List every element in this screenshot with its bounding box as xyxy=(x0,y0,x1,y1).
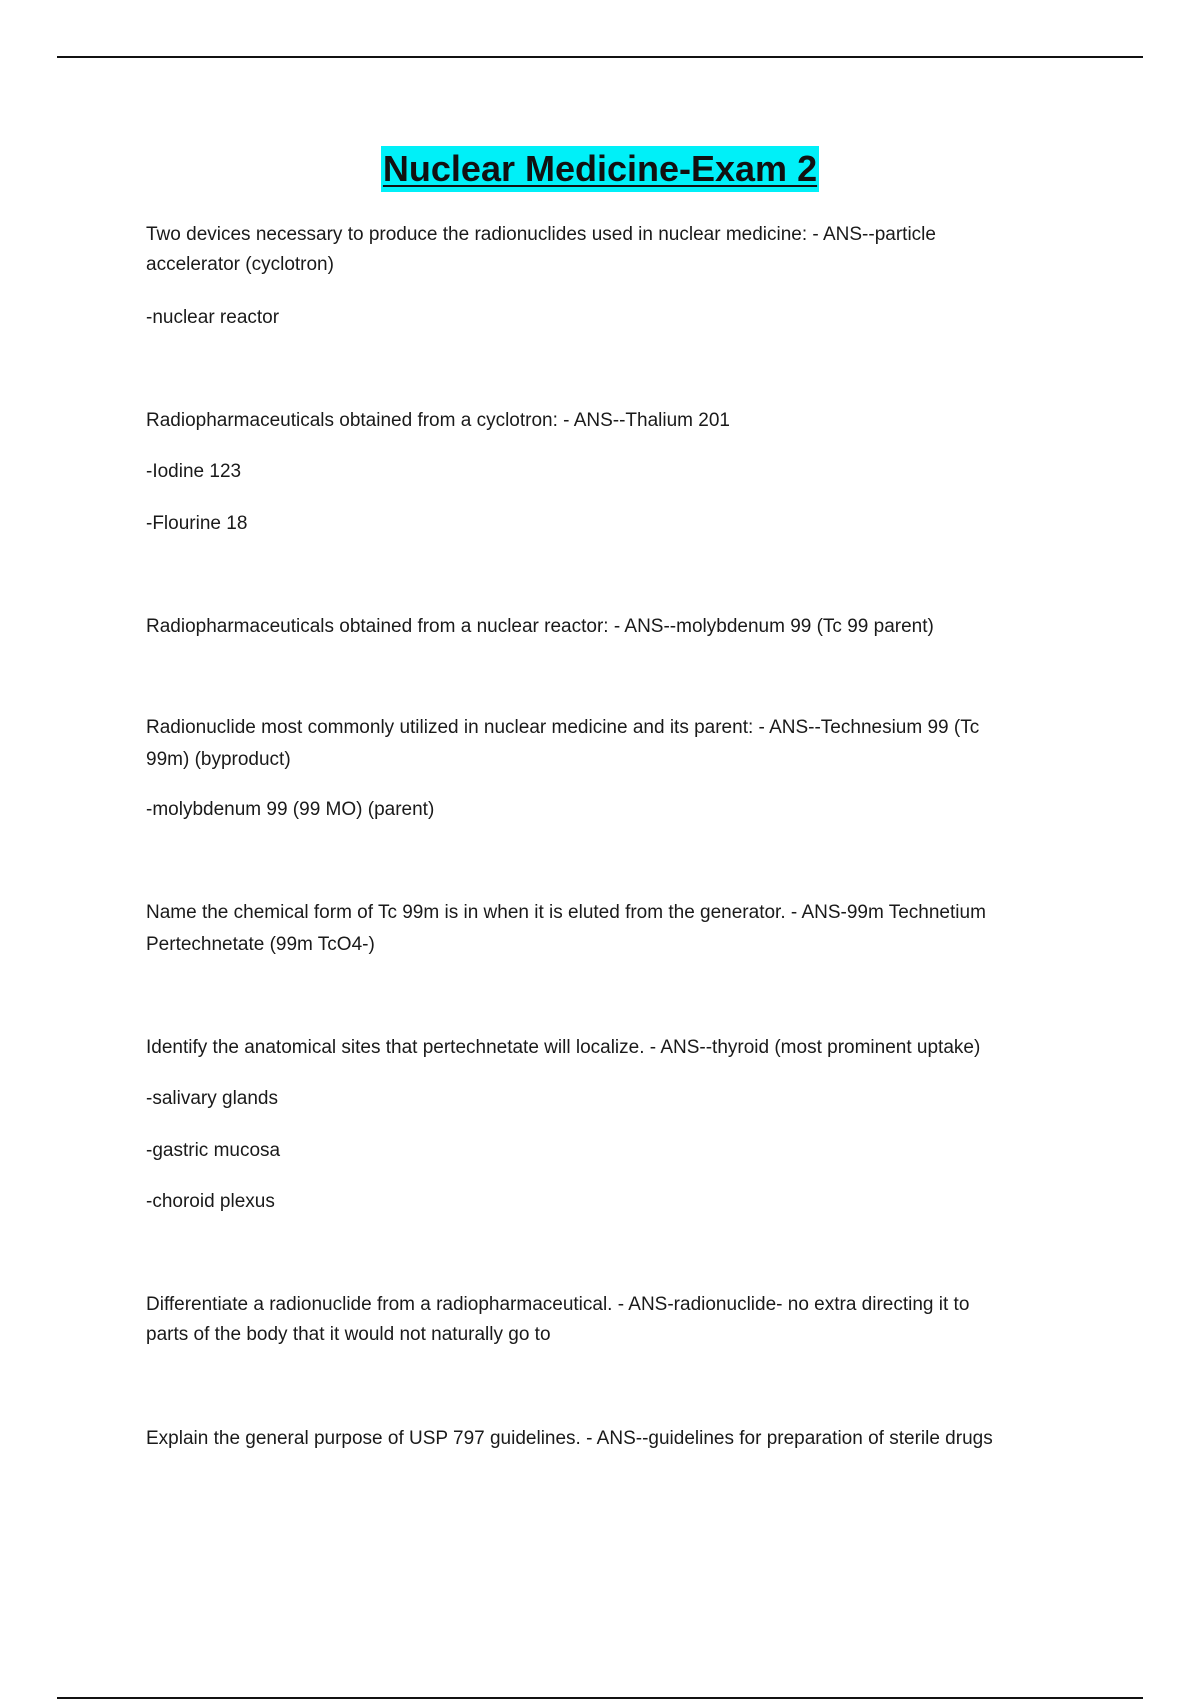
question-5-line-1: Name the chemical form of Tc 99m is in when it is eluted from the generator. - ANS-99m Technetium xyxy=(146,902,986,923)
question-8: Explain the general purpose of USP 797 guidelines. - ANS--guidelines for preparation of sterile drugs xyxy=(146,1428,993,1449)
answer-6-item-4: -choroid plexus xyxy=(146,1191,275,1212)
answer-2-item-2: -Iodine 123 xyxy=(146,461,242,482)
title-container xyxy=(0,146,1200,192)
question-6: Identify the anatomical sites that pertechnetate will localize. - ANS--thyroid (most prominent uptake) xyxy=(146,1037,981,1058)
answer-6-item-3: -gastric mucosa xyxy=(146,1140,281,1161)
question-4-line-2: 99m) (byproduct) xyxy=(146,749,291,770)
answer-4-item-2: -molybdenum 99 (99 MO) (parent) xyxy=(146,799,435,820)
question-1-line-1: Two devices necessary to produce the radionuclides used in nuclear medicine: - ANS--particle xyxy=(146,224,936,245)
question-3: Radiopharmaceuticals obtained from a nuclear reactor: - ANS--molybdenum 99 (Tc 99 parent) xyxy=(146,616,934,637)
question-4-line-1: Radionuclide most commonly utilized in nuclear medicine and its parent: - ANS--Technesium 99 (Tc xyxy=(146,717,980,738)
answer-6-item-2: -salivary glands xyxy=(146,1088,278,1109)
answer-2-item-3: -Flourine 18 xyxy=(146,513,248,534)
bottom-rule xyxy=(57,1697,1143,1699)
top-rule xyxy=(57,56,1143,58)
answer-1-item-2: -nuclear reactor xyxy=(146,307,280,328)
question-7-line-2: parts of the body that it would not naturally go to xyxy=(146,1324,551,1345)
question-1-line-2: accelerator (cyclotron) xyxy=(146,254,334,275)
page-title: Nuclear Medicine-Exam 2 xyxy=(381,146,819,192)
question-7-line-1: Differentiate a radionuclide from a radiopharmaceutical. - ANS-radionuclide- no extra directing it to xyxy=(146,1294,970,1315)
question-5-line-2: Pertechnetate (99m TcO4-) xyxy=(146,934,375,955)
question-2: Radiopharmaceuticals obtained from a cyclotron: - ANS--Thalium 201 xyxy=(146,410,730,431)
